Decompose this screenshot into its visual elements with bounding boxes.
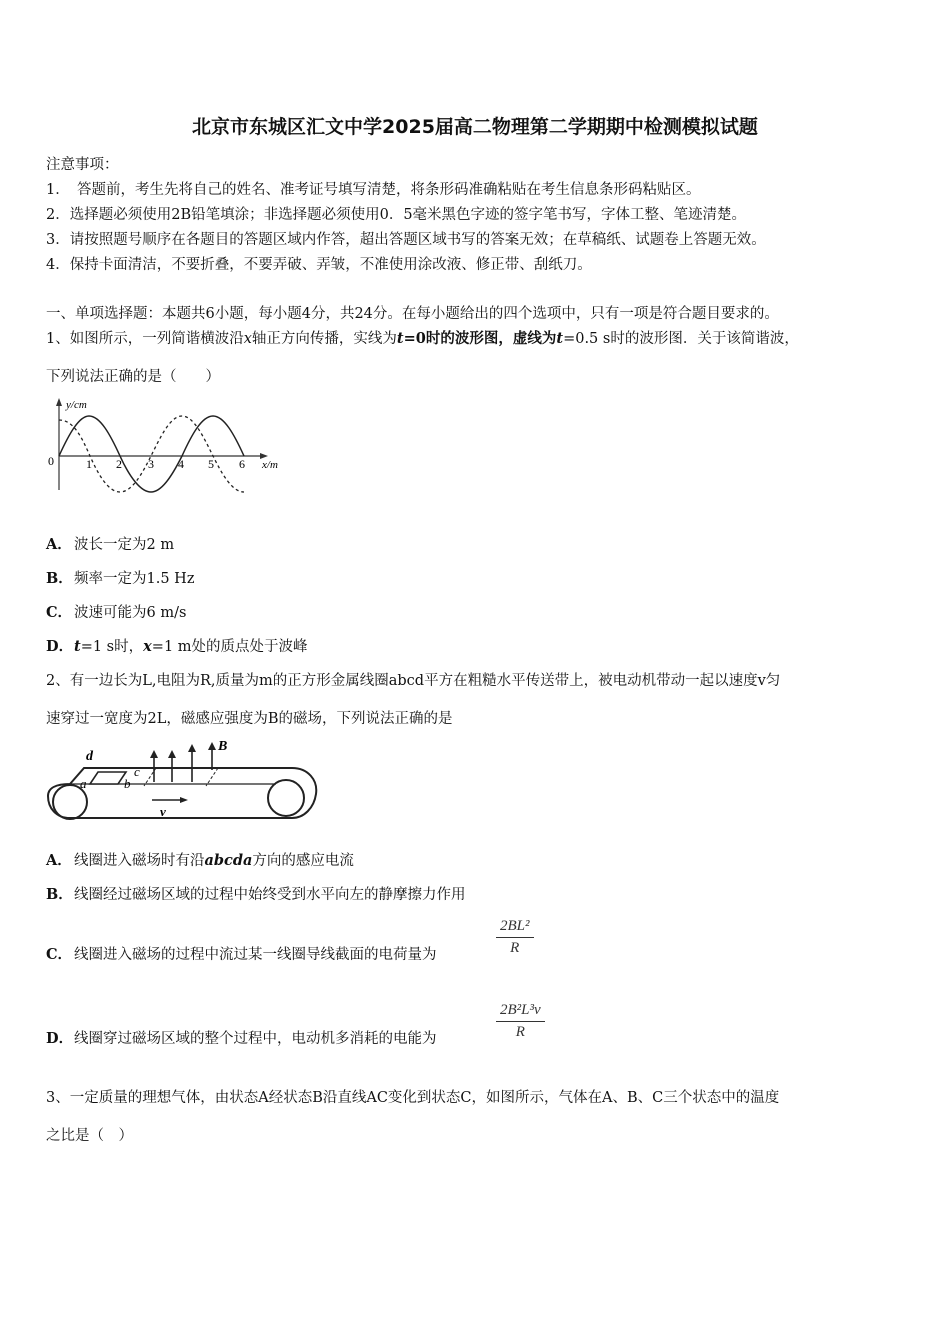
q1-option-a: A． 波长一定为2 m [46,536,175,553]
notice-item-3: 3．请按照题号顺序在各题目的答题区域内作答，超出答题区域书写的答案无效；在草稿纸、试题卷上答题无效。 [46,232,766,248]
wave-dashed-t05 [59,416,244,492]
label-v: v [160,804,166,819]
q2-stem-line2: 速穿过一宽度为2L，磁感应强度为B的磁场，下列说法正确的是 [46,711,453,727]
coil-abcd [90,772,126,784]
q3-stem-line2: 之比是（ ） [46,1128,133,1144]
x-tick-3: 3 [148,457,154,471]
x-tick-4: 4 [178,457,184,471]
q2-option-d: D．线圈穿过磁场区域的整个过程中，电动机多消耗的电能为 [46,1030,437,1047]
label-a: a [80,776,87,791]
q2-conveyor-figure [46,738,320,830]
q1-option-c: C． 波速可能为6 m/s [46,604,187,621]
section1-heading: 一、单项选择题：本题共6小题，每小题4分，共24分。在每小题给出的四个选项中，只有一项是符合题目要求的。 [46,306,779,322]
q1-stem: 1、如图所示，一列简谐横波沿x轴正方向传播，实线为t=0时的波形图，虚线为t=0.5 s时的波形图．关于该简谐波， [46,330,799,347]
q1-option-d: D．t=1 s时，x=1 m处的质点处于波峰 [46,638,308,655]
x-tick-1: 1 [86,457,92,471]
label-d: d [86,749,93,764]
notice-item-2: 2．选择题必须使用2B铅笔填涂；非选择题必须使用0．5毫米黑色字迹的签字笔书写，字体工整、笔迹清楚。 [46,207,747,223]
right-roller [268,780,304,816]
x-tick-2: 2 [116,457,122,471]
q1-option-b: B．频率一定为1.5 Hz [46,570,195,587]
label-c: c [134,764,140,779]
page-title: 北京市东城区汇文中学2025届高二物理第二学期期中检测模拟试题 [192,116,758,138]
q2-option-d-formula: $\frac{\text{2B²L³v}}{R}$ [496,1002,545,1041]
label-b: b [124,776,131,791]
x-tick-6: 6 [239,457,245,471]
q1-stem-line2: 下列说法正确的是（ ） [46,369,220,385]
q2-option-c-formula: $\frac{\text{2BL²}}{R}$ [496,918,534,957]
y-axis-label: y/cm [66,399,87,411]
q2-option-a: A． 线圈进入磁场时有沿abcda方向的感应电流 [46,852,354,869]
q1-wave-graph [44,394,294,494]
x-tick-5: 5 [208,457,214,471]
q3-stem-line1: 3、一定质量的理想气体，由状态A经状态B沿直线AC变化到状态C，如图所示，气体在A、B、C三个状态中的温度 [46,1090,780,1106]
label-B: B [218,739,228,754]
q2-option-c: C． 线圈进入磁场的过程中流过某一线圈导线截面的电荷量为 [46,946,437,963]
notice-item-1: 1． 答题前，考生先将自己的姓名、准考证号填写清楚，将条形码准确粘贴在考生信息条形码粘贴区。 [46,182,701,198]
x-axis-label: x/m [262,459,278,471]
origin-label: 0 [48,454,54,468]
notice-item-4: 4．保持卡面清洁，不要折叠，不要弄破、弄皱，不准使用涂改液、修正带、刮纸刀。 [46,257,592,273]
q2-option-b: B．线圈经过磁场区域的过程中始终受到水平向左的静摩擦力作用 [46,886,466,903]
q2-stem-line1: 2、有一边长为L,电阻为R,质量为m的正方形金属线圈abcd平方在粗糙水平传送带上，被电动机带动一起以速度v匀 [46,673,781,689]
notice-heading: 注意事项： [46,157,119,173]
